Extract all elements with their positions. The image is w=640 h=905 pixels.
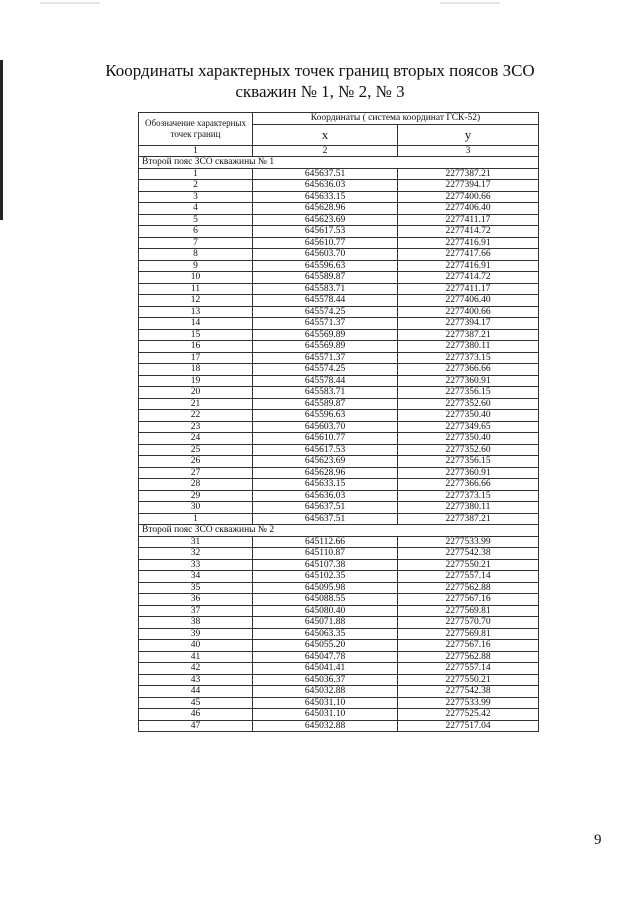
coord-y: 2277569.81: [398, 605, 539, 617]
section-header-row: [139, 157, 539, 169]
point-number: 44: [139, 686, 253, 698]
document-title: [0, 60, 640, 102]
scan-noise: [40, 2, 100, 4]
table-row: [139, 479, 539, 491]
table-row: [139, 605, 539, 617]
point-number: 45: [139, 697, 253, 709]
point-number: 6: [139, 226, 253, 238]
coord-y: 2277350.40: [398, 433, 539, 445]
table-row: [139, 203, 539, 215]
table-row: [139, 318, 539, 330]
coord-y: 2277416.91: [398, 237, 539, 249]
point-number: 19: [139, 375, 253, 387]
table-row: [139, 697, 539, 709]
table-row: [139, 214, 539, 226]
point-number: 40: [139, 640, 253, 652]
table-row: [139, 191, 539, 203]
table-row: [139, 237, 539, 249]
header-points-label: Обозначение характерных точек границ: [139, 113, 253, 146]
coord-x: 645610.77: [253, 237, 398, 249]
coord-y: 2277406.40: [398, 295, 539, 307]
table-row: [139, 709, 539, 721]
coord-y: 2277373.15: [398, 490, 539, 502]
coord-x: 645031.10: [253, 697, 398, 709]
coord-y: 2277366.66: [398, 479, 539, 491]
coord-y: 2277567.16: [398, 640, 539, 652]
point-number: 16: [139, 341, 253, 353]
coord-x: 645636.03: [253, 180, 398, 192]
table-row: [139, 594, 539, 606]
coord-x: 645102.35: [253, 571, 398, 583]
coord-y: 2277550.21: [398, 674, 539, 686]
table-row: [139, 651, 539, 663]
point-number: 9: [139, 260, 253, 272]
coord-y: 2277557.14: [398, 663, 539, 675]
coord-x: 645055.20: [253, 640, 398, 652]
point-number: 34: [139, 571, 253, 583]
point-number: 43: [139, 674, 253, 686]
table-row: [139, 686, 539, 698]
point-number: 35: [139, 582, 253, 594]
coord-y: 2277380.11: [398, 341, 539, 353]
table-row: [139, 306, 539, 318]
point-number: 1: [139, 513, 253, 525]
coord-y: 2277533.99: [398, 536, 539, 548]
table-row: [139, 628, 539, 640]
coord-x: 645071.88: [253, 617, 398, 629]
point-number: 17: [139, 352, 253, 364]
coordinates-table: [138, 112, 539, 732]
coord-x: 645569.89: [253, 329, 398, 341]
point-number: 36: [139, 594, 253, 606]
table-row: [139, 272, 539, 284]
point-number: 20: [139, 387, 253, 399]
coord-x: 645633.15: [253, 191, 398, 203]
coord-y: 2277417.66: [398, 249, 539, 261]
coord-y: 2277416.91: [398, 260, 539, 272]
table-row: [139, 180, 539, 192]
coord-y: 2277567.16: [398, 594, 539, 606]
coord-y: 2277411.17: [398, 283, 539, 295]
point-number: 15: [139, 329, 253, 341]
coord-y: 2277352.60: [398, 444, 539, 456]
coord-x: 645583.71: [253, 283, 398, 295]
coord-y: 2277380.11: [398, 502, 539, 514]
coord-x: 645574.25: [253, 364, 398, 376]
coord-x: 645578.44: [253, 295, 398, 307]
coord-x: 645623.69: [253, 456, 398, 468]
header-x: x: [253, 124, 398, 145]
point-number: 37: [139, 605, 253, 617]
table-row: [139, 444, 539, 456]
header-y: y: [398, 124, 539, 145]
table-row: [139, 421, 539, 433]
table-row: [139, 398, 539, 410]
coord-x: 645596.63: [253, 260, 398, 272]
scan-noise: [440, 2, 500, 4]
header-col-number-3: 3: [398, 145, 539, 157]
point-number: 41: [139, 651, 253, 663]
point-number: 23: [139, 421, 253, 433]
table-row: [139, 456, 539, 468]
table-row: [139, 490, 539, 502]
coord-y: 2277569.81: [398, 628, 539, 640]
coord-y: 2277400.66: [398, 306, 539, 318]
coord-x: 645589.87: [253, 272, 398, 284]
coord-x: 645574.25: [253, 306, 398, 318]
point-number: 29: [139, 490, 253, 502]
point-number: 22: [139, 410, 253, 422]
coord-x: 645617.53: [253, 226, 398, 238]
point-number: 42: [139, 663, 253, 675]
coord-x: 645571.37: [253, 352, 398, 364]
point-number: 24: [139, 433, 253, 445]
table-row: [139, 720, 539, 732]
coord-x: 645032.88: [253, 686, 398, 698]
table-row: [139, 663, 539, 675]
coord-x: 645088.55: [253, 594, 398, 606]
coord-x: 645095.98: [253, 582, 398, 594]
table-row: [139, 582, 539, 594]
point-number: 30: [139, 502, 253, 514]
point-number: 31: [139, 536, 253, 548]
coord-x: 645637.51: [253, 502, 398, 514]
point-number: 11: [139, 283, 253, 295]
coord-x: 645578.44: [253, 375, 398, 387]
coord-y: 2277387.21: [398, 168, 539, 180]
point-number: 7: [139, 237, 253, 249]
table-row: [139, 548, 539, 560]
table-row: [139, 617, 539, 629]
coord-y: 2277360.91: [398, 467, 539, 479]
table-row: [139, 467, 539, 479]
point-number: 32: [139, 548, 253, 560]
point-number: 8: [139, 249, 253, 261]
point-number: 38: [139, 617, 253, 629]
coord-y: 2277349.65: [398, 421, 539, 433]
coord-x: 645571.37: [253, 318, 398, 330]
coord-x: 645636.03: [253, 490, 398, 502]
coord-y: 2277387.21: [398, 513, 539, 525]
table-row: [139, 375, 539, 387]
coord-y: 2277352.60: [398, 398, 539, 410]
coord-y: 2277394.17: [398, 318, 539, 330]
point-number: 28: [139, 479, 253, 491]
coord-x: 645047.78: [253, 651, 398, 663]
page-number: 9: [594, 832, 602, 848]
coord-y: 2277373.15: [398, 352, 539, 364]
point-number: 26: [139, 456, 253, 468]
table-row: [139, 249, 539, 261]
section-header-row: [139, 525, 539, 537]
table-row: [139, 433, 539, 445]
point-number: 46: [139, 709, 253, 721]
coord-x: 645603.70: [253, 421, 398, 433]
point-number: 39: [139, 628, 253, 640]
coord-y: 2277525.42: [398, 709, 539, 721]
table-row: [139, 168, 539, 180]
table-row: [139, 536, 539, 548]
header-col-number-2: 2: [253, 145, 398, 157]
point-number: 27: [139, 467, 253, 479]
coord-y: 2277542.38: [398, 548, 539, 560]
coord-x: 645589.87: [253, 398, 398, 410]
table-row: [139, 352, 539, 364]
point-number: 4: [139, 203, 253, 215]
coord-x: 645628.96: [253, 203, 398, 215]
coord-x: 645583.71: [253, 387, 398, 399]
coord-x: 645637.51: [253, 513, 398, 525]
coord-x: 645623.69: [253, 214, 398, 226]
coord-x: 645617.53: [253, 444, 398, 456]
coord-y: 2277406.40: [398, 203, 539, 215]
coord-y: 2277400.66: [398, 191, 539, 203]
point-number: 2: [139, 180, 253, 192]
point-number: 18: [139, 364, 253, 376]
table-body: [139, 157, 539, 732]
table-row: [139, 283, 539, 295]
coord-x: 645110.87: [253, 548, 398, 560]
point-number: 13: [139, 306, 253, 318]
section-title: Второй пояс ЗСО скважины № 1: [139, 157, 539, 169]
point-number: 47: [139, 720, 253, 732]
coord-x: 645637.51: [253, 168, 398, 180]
coord-x: 645063.35: [253, 628, 398, 640]
coord-x: 645112.66: [253, 536, 398, 548]
coord-y: 2277562.88: [398, 582, 539, 594]
coord-x: 645031.10: [253, 709, 398, 721]
table-row: [139, 674, 539, 686]
coord-y: 2277356.15: [398, 387, 539, 399]
coord-x: 645628.96: [253, 467, 398, 479]
coord-x: 645036.37: [253, 674, 398, 686]
table-row: [139, 260, 539, 272]
point-number: 1: [139, 168, 253, 180]
coord-y: 2277542.38: [398, 686, 539, 698]
coord-x: 645041.41: [253, 663, 398, 675]
point-number: 33: [139, 559, 253, 571]
coord-y: 2277394.17: [398, 180, 539, 192]
table-row: [139, 571, 539, 583]
point-number: 12: [139, 295, 253, 307]
table-row: [139, 410, 539, 422]
section-title: Второй пояс ЗСО скважины № 2: [139, 525, 539, 537]
coord-y: 2277414.72: [398, 226, 539, 238]
coord-y: 2277414.72: [398, 272, 539, 284]
coord-x: 645610.77: [253, 433, 398, 445]
coord-y: 2277360.91: [398, 375, 539, 387]
coord-y: 2277356.15: [398, 456, 539, 468]
table-row: [139, 559, 539, 571]
coord-x: 645633.15: [253, 479, 398, 491]
table-row: [139, 341, 539, 353]
point-number: 10: [139, 272, 253, 284]
table-row: [139, 502, 539, 514]
coord-y: 2277570.70: [398, 617, 539, 629]
coord-y: 2277350.40: [398, 410, 539, 422]
point-number: 5: [139, 214, 253, 226]
header-col-number-1: 1: [139, 145, 253, 157]
coord-y: 2277562.88: [398, 651, 539, 663]
coord-x: 645107.38: [253, 559, 398, 571]
point-number: 21: [139, 398, 253, 410]
coord-y: 2277557.14: [398, 571, 539, 583]
coord-x: 645080.40: [253, 605, 398, 617]
coord-x: 645603.70: [253, 249, 398, 261]
point-number: 3: [139, 191, 253, 203]
table-row: [139, 640, 539, 652]
point-number: 14: [139, 318, 253, 330]
coord-y: 2277550.21: [398, 559, 539, 571]
coord-y: 2277387.21: [398, 329, 539, 341]
coord-y: 2277517.04: [398, 720, 539, 732]
title-line-2: скважин № 1, № 2, № 3: [235, 82, 405, 101]
table-row: [139, 295, 539, 307]
coord-x: 645596.63: [253, 410, 398, 422]
header-coords-label: Координаты ( система координат ГСК-52): [253, 113, 539, 125]
table-row: [139, 513, 539, 525]
title-line-1: Координаты характерных точек границ вторых поясов ЗСО: [105, 61, 535, 80]
point-number: 25: [139, 444, 253, 456]
coord-x: 645032.88: [253, 720, 398, 732]
coord-y: 2277411.17: [398, 214, 539, 226]
coord-y: 2277366.66: [398, 364, 539, 376]
coord-x: 645569.89: [253, 341, 398, 353]
table-row: [139, 329, 539, 341]
table-row: [139, 226, 539, 238]
table-row: [139, 387, 539, 399]
table-row: [139, 364, 539, 376]
coord-y: 2277533.99: [398, 697, 539, 709]
